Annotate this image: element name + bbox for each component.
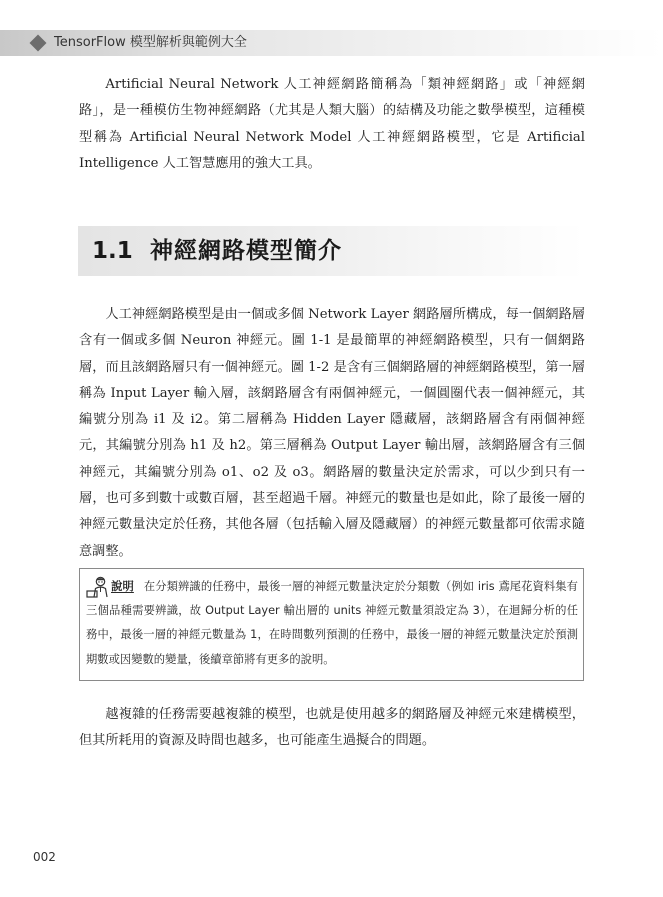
body-paragraph: 人工神經網路模型是由一個或多個 Network Layer 網路層所構成，每一個網路層含有一個或多個 Neuron 神經元。圖 1-1 是最簡單的神經網路模型，只有一個網路層，而且該網路層只有一個神經元。圖 1-2 是含有三個網路層的神經網路模型，第一層稱為 Input Layer 輸入層，該網路層含有兩個神經元，一個圓圈代表一個神經元，其編號分別為 i1 及 i2。第二層稱為 Hidden Layer 隱藏層，該網路層含有兩個神經元，其編號分別為 h1 及 h2。第三層稱為 Output Layer 輸出層，該網路層含有三個神經元，其編號分別為 o1、o2 及 o3。網路層的數量決定於需求，可以少到只有一層，也可多到數十或數百層，甚至超過千層。神經元的數量也是如此，除了最後一層的神經元數量決定於任務，其他各層（包括輸入層及隱藏層）的神經元數量都可依需求隨意調整。 <box>79 307 585 559</box>
note-label: 說明 <box>111 580 134 593</box>
page-number: 002 <box>33 850 56 864</box>
note-text-block <box>86 575 578 672</box>
section-heading <box>78 226 585 276</box>
section-title: 神經網路模型簡介 <box>150 238 342 264</box>
running-header-title: TensorFlow 模型解析與範例大全 <box>54 35 247 50</box>
intro-paragraph: Artificial Neural Network 人工神經網路簡稱為「類神經網路」或「神經網路」，是一種模仿生物神經網路（尤其是人類大腦）的結構及功能之數學模型，這種模型稱為 Artificial Neural Network Model 人工神經網路模型，它是 Artificial Intelligence 人工智慧應用的強大工具。 <box>79 77 585 171</box>
section-number: 1.1 <box>92 238 133 264</box>
closing-paragraph: 越複雜的任務需要越複雜的模型，也就是使用越多的網路層及神經元來建構模型，但其所耗用的資源及時間也越多，也可能產生過擬合的問題。 <box>79 707 585 749</box>
note-content: 在分類辨識的任務中，最後一層的神經元數量決定於分類數（例如 iris 鳶尾花資料集有三個品種需要辨識，故 Output Layer 輸出層的 units 神經元數量須設定為 3），在迴歸分析的任務中，最後一層的神經元數量為 1，在時間數列預測的任務中，最後一層的神經元數量決定於預測期數或因變數的變量，後續章節將有更多的說明。 <box>86 580 578 666</box>
note-box <box>79 568 584 681</box>
